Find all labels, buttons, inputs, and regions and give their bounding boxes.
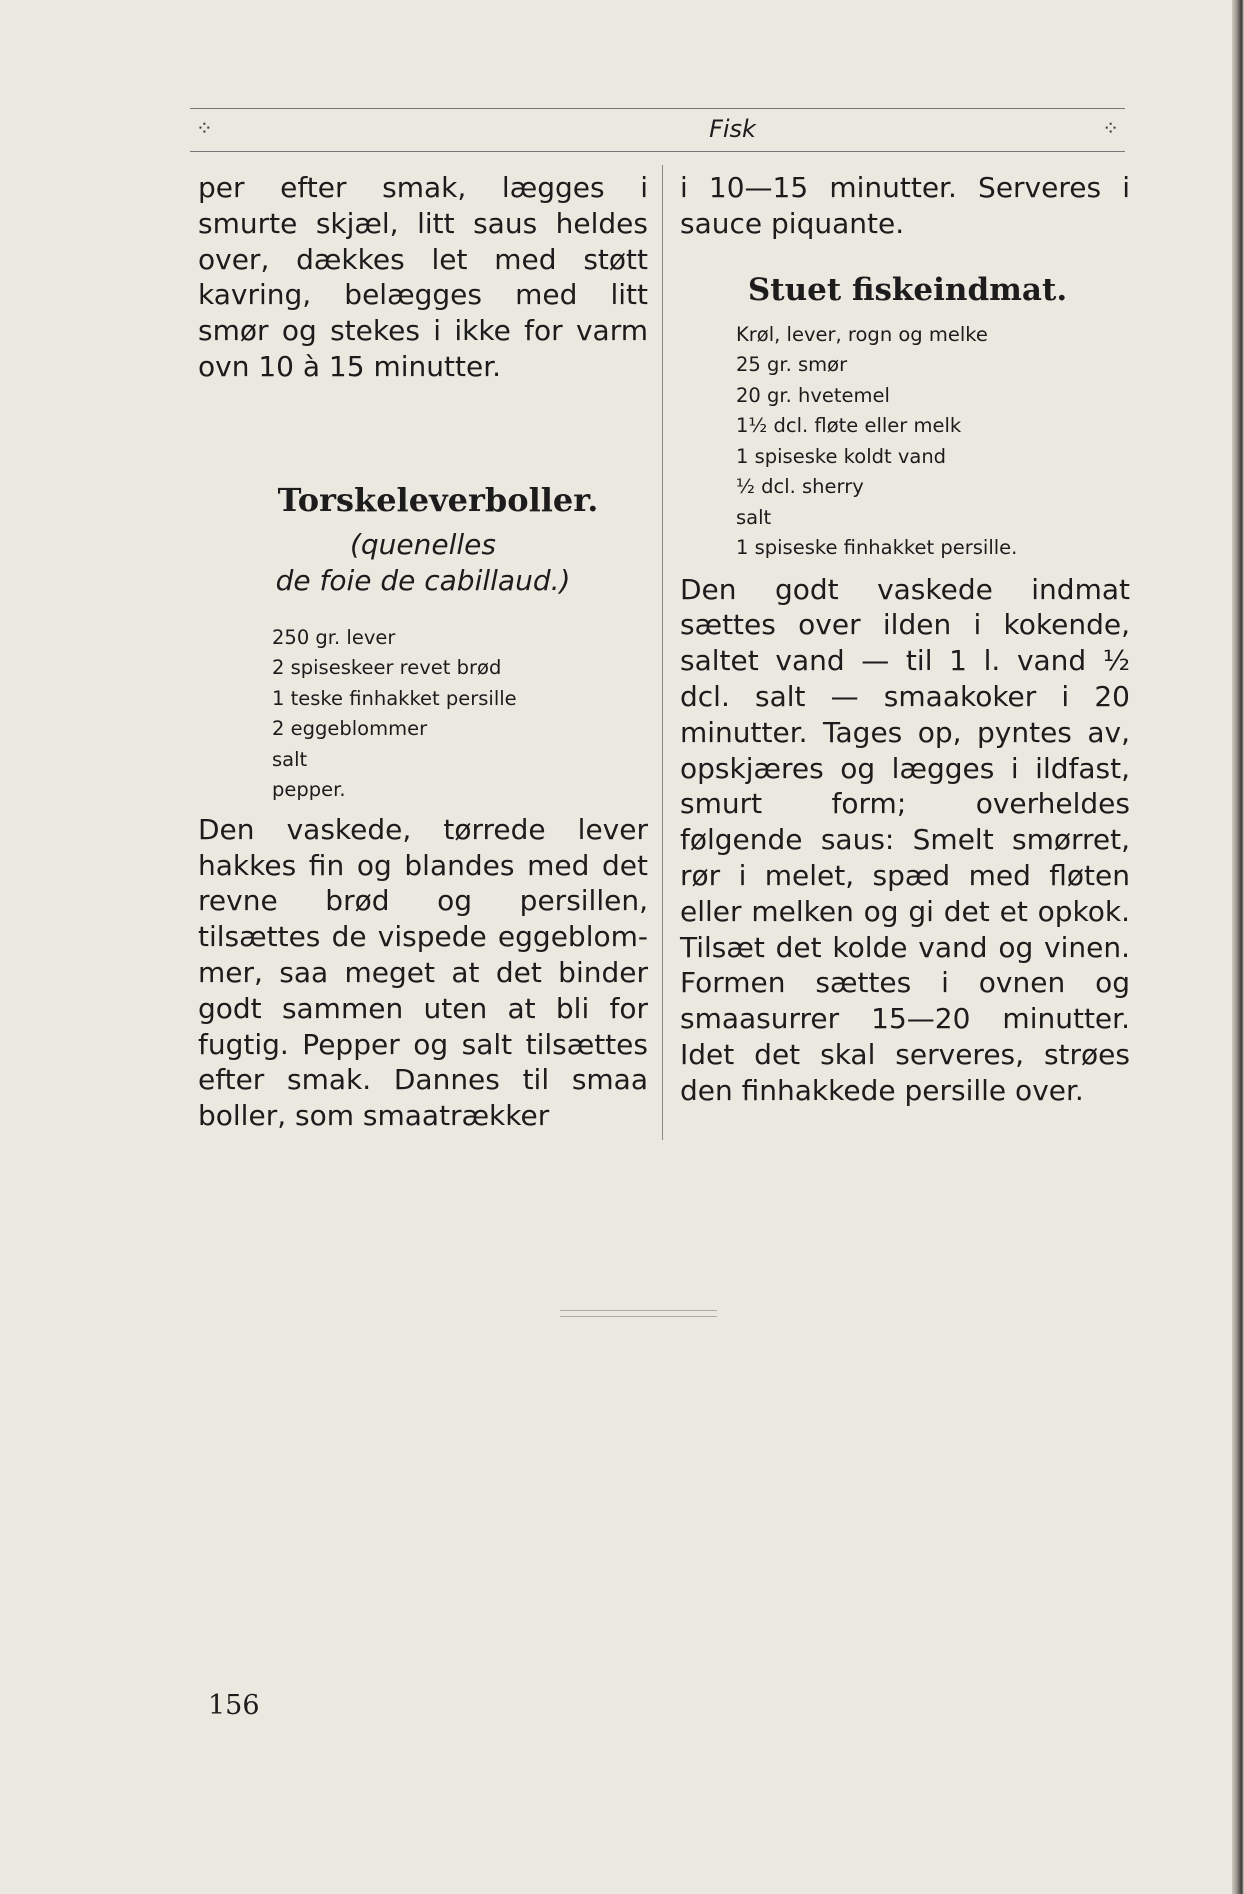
right-column [680,170,1130,1109]
ornament-left-icon: ⁘ [196,116,213,140]
ingredient-item: 2 spiseskeer revet brød [272,656,502,680]
ingredient-item: 20 gr. hvetemel [736,383,890,407]
ingredient-list-left [272,623,648,806]
ingredient-list-right [736,320,1130,564]
subtitle-line-1: (quenelles [349,527,496,561]
ingredient-item: pepper. [272,778,346,802]
ingredient-item: 2 eggeblommer [272,717,428,741]
page-edge [1232,0,1244,1894]
ingredient-item: Krøl, lever, rogn og melke [736,322,988,346]
ingredient-item: salt [272,747,308,771]
recipe-title-torskeleverboller: Torskeleverboller. [277,480,599,519]
recipe-title-stuet-fiskeindmat: Stuet fiskeindmat. [747,271,1068,308]
ingredient-item: 1 teske finhakket persille [272,686,517,710]
header-title: Fisk [709,115,756,143]
ornament-right-icon: ⁘ [1102,116,1119,140]
right-method-text: Den godt vaskede indmat sættes over ilden i kokende, saltet vand — til 1 l. vand ½ dcl. salt — smaakoker i 20 minutter. Tages op, pyntes av, opskjæres og lægges i ildfast, smurt form; overheldes følgende saus: Smelt smørret, rør i melet, spæd med fløten eller melken og gi det et opkok. Tilsæt det kolde vand og vinen. Formen sættes i ovnen og smaasurrer 15—20 minutter. Idet det skal serveres, strøes den finhakkede persille over. [680,572,1130,1107]
ingredient-item: ½ dcl. sherry [736,475,864,499]
left-column [198,170,648,1134]
decorative-rule [560,1316,717,1317]
ingredient-item: 1½ dcl. fløte eller melk [736,414,962,438]
subtitle-line-2: de foie de cabillaud.) [275,563,571,597]
left-method-text: Den vaskede, tørrede lever hakkes fin og blandes med det revne brød og persillen, tilsættes de vispede eggeblommer, saa meget at det binder godt sammen uten at bli for fugtig. Pepper og salt tilsættes efter smak. Dannes til smaa boller, som smaatrækker [198,812,648,1133]
ingredient-item: salt [736,505,772,529]
ingredient-item: 25 gr. smør [736,353,848,377]
ingredient-item: 1 spiseske finhakket persille. [736,536,1018,560]
running-header [190,108,1125,152]
ingredient-item: 250 gr. lever [272,625,396,649]
left-intro-text: per efter smak, lægges i smurte skjæl, litt saus heldes over, dækkes let med støtt kavring, belægges med litt smør og stekes i ikke for varm ovn 10 à 15 minutter. [198,171,648,383]
ingredient-item: 1 spiseske koldt vand [736,444,947,468]
column-divider [662,165,663,1140]
recipe-subtitle [198,527,648,599]
page-number: 156 [208,1690,260,1721]
right-continuation-text: i 10—15 minutter. Serveres i sauce piquante. [680,171,1130,240]
decorative-rule [560,1310,717,1311]
